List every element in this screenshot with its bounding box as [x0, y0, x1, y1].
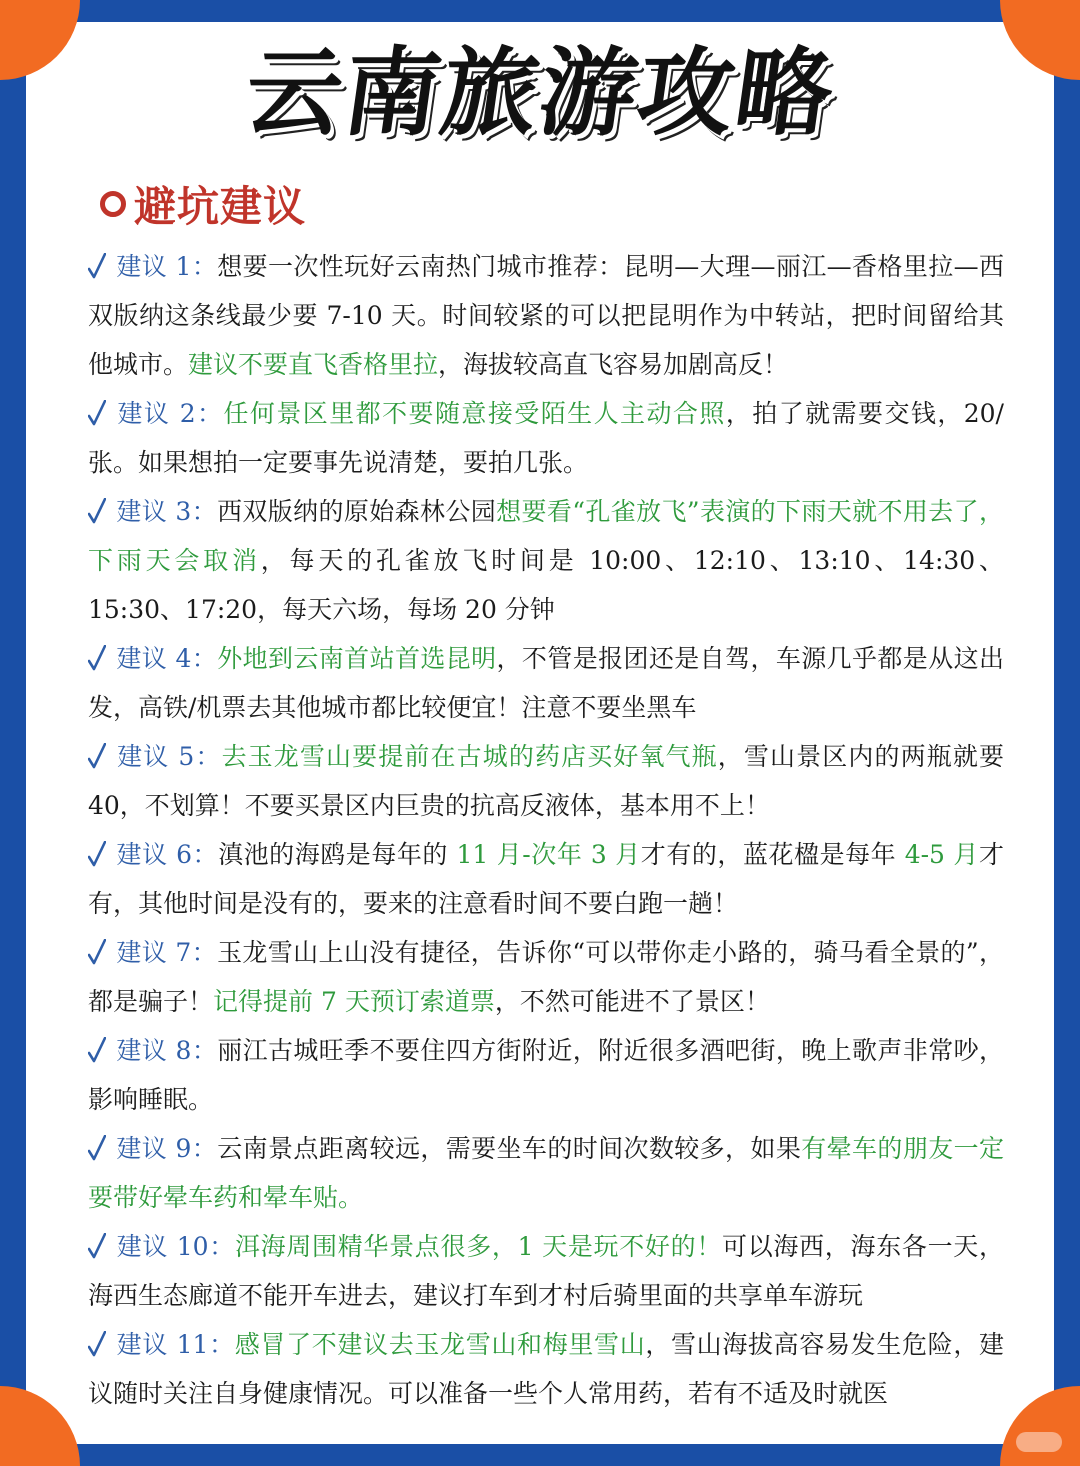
- tip-text: ，海拔较高直飞容易加剧高反！: [438, 350, 789, 379]
- tip-item: [88, 1320, 1004, 1418]
- check-icon: [88, 498, 106, 524]
- tip-item: [88, 487, 1004, 634]
- tip-label: 建议 2：: [116, 399, 224, 428]
- page-title: 云南旅游攻略: [238, 37, 842, 149]
- tip-text: ，雪山景区内的两瓶就要 40，不划算！不要买景区内巨贵的抗高反液体，基本用不上！: [88, 742, 1004, 820]
- section-heading: [100, 176, 306, 232]
- tip-highlight-text: 去玉龙雪山要提前在古城的药店买好氧气瓶: [221, 742, 718, 771]
- tip-text: 才有，其他时间是没有的，要来的注意看时间不要白跑一趟！: [88, 840, 1004, 918]
- check-icon: [88, 1135, 106, 1161]
- tip-text: 才有的，蓝花楹是每年: [640, 840, 905, 869]
- tip-text: 可以海西，海东各一天，海西生态廊道不能开车进去，建议打车到才村后骑里面的共享单车游玩: [88, 1232, 1004, 1310]
- tip-label: 建议 1：: [116, 252, 218, 281]
- check-icon: [88, 645, 106, 671]
- tip-label: 建议 6：: [116, 840, 219, 869]
- tip-highlight-text: 有晕车的朋友一定要带好晕车药和晕车贴。: [88, 1134, 1004, 1212]
- tip-text: ，拍了就需要交钱，20/张。如果想拍一定要事先说清楚，要拍几张。: [88, 399, 1004, 477]
- tip-text: 滇池的海鸥是每年的: [218, 840, 448, 869]
- check-icon: [88, 743, 106, 769]
- tip-label: 建议 5：: [116, 742, 222, 771]
- tip-highlight-text: 11 月-次年 3 月: [447, 840, 641, 869]
- tip-item: [88, 928, 1004, 1026]
- tip-item: [88, 830, 1004, 928]
- tip-item: [88, 1222, 1004, 1320]
- tip-highlight-text: 记得提前 7 天预订索道票: [213, 987, 495, 1016]
- tip-highlight-text: 洱海周围精华景点很多，1 天是玩不好的！: [234, 1232, 723, 1261]
- tip-highlight-text: 4-5 月: [904, 840, 979, 869]
- tip-highlight-text: 外地到云南首站首选昆明: [217, 644, 497, 673]
- tip-text: ，雪山海拔高容易发生危险，建议随时关注自身健康情况。可以准备一些个人常用药，若有不适及时就医: [88, 1330, 1004, 1408]
- circle-icon: [100, 191, 126, 217]
- tip-label: 建议 10：: [116, 1232, 235, 1261]
- tip-label: 建议 8：: [116, 1036, 218, 1065]
- tip-item: [88, 1124, 1004, 1222]
- tips-list: [88, 242, 1004, 1418]
- tip-label: 建议 4：: [116, 644, 218, 673]
- check-icon: [88, 939, 106, 965]
- tip-label: 建议 7：: [116, 938, 218, 967]
- tip-label: 建议 9：: [116, 1134, 218, 1163]
- check-icon: [88, 1233, 106, 1259]
- tip-highlight-text: 任何景区里都不要随意接受陌生人主动合照: [223, 399, 726, 428]
- tip-item: [88, 242, 1004, 389]
- tip-label: 建议 11：: [116, 1330, 235, 1359]
- tip-text: ，每天的孔雀放飞时间是 10:00、12:10、13:10、14:30、15:30、17:20，每天六场，每场 20 分钟: [88, 546, 1004, 624]
- tip-item: [88, 732, 1004, 830]
- tip-item: [88, 1026, 1004, 1124]
- tip-text: 想要一次性玩好云南热门城市推荐：昆明—大理—丽江—香格里拉—西双版纳这条线最少要 7-10 天。时间较紧的可以把昆明作为中转站，把时间留给其他城市。: [88, 252, 1004, 379]
- check-icon: [88, 253, 106, 279]
- tip-text: 云南景点距离较远，需要坐车的时间次数较多，如果: [217, 1134, 802, 1163]
- tip-text: 丽江古城旺季不要住四方街附近，附近很多酒吧街，晚上歌声非常吵，影响睡眠。: [88, 1036, 1004, 1114]
- tip-text: 玉龙雪山上山没有捷径，告诉你“可以带你走小路的，骑马看全景的”，都是骗子！: [88, 938, 1004, 1016]
- check-icon: [88, 841, 106, 867]
- tip-highlight-text: 建议不要直飞香格里拉: [188, 350, 439, 379]
- watermark-logo: [1016, 1432, 1062, 1452]
- check-icon: [88, 1037, 106, 1063]
- tip-text: 西双版纳的原始森林公园: [217, 497, 497, 526]
- tip-item: [88, 634, 1004, 732]
- tip-item: [88, 389, 1004, 487]
- tip-text: ，不然可能进不了景区！: [494, 987, 770, 1016]
- tip-highlight-text: 想要看“孔雀放飞”表演的下雨天就不用去了，下雨天会取消: [88, 497, 1004, 575]
- tip-label: 建议 3：: [116, 497, 218, 526]
- tip-text: ，不管是报团还是自驾，车源几乎都是从这出发，高铁/机票去其他城市都比较便宜！注意不要坐黑车: [88, 644, 1004, 722]
- tip-highlight-text: 感冒了不建议去玉龙雪山和梅里雪山: [234, 1330, 646, 1359]
- check-icon: [88, 1331, 106, 1357]
- section-title: 避坑建议: [134, 182, 307, 231]
- check-icon: [88, 400, 106, 426]
